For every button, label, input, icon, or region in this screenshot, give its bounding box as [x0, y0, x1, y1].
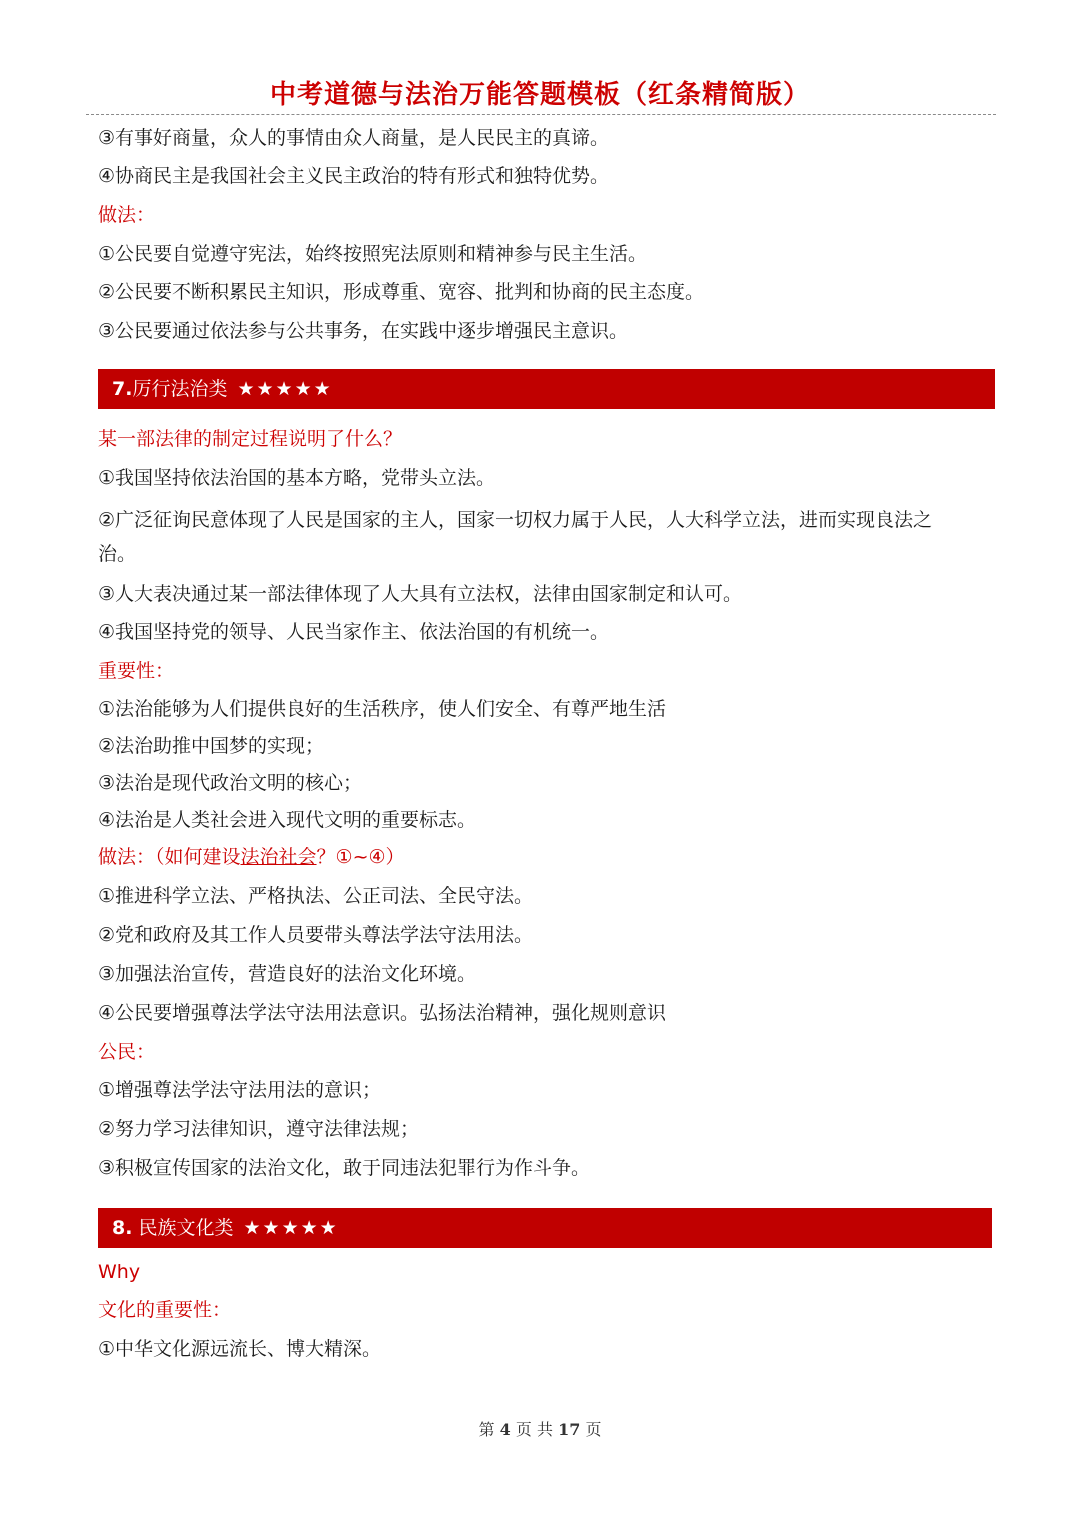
- section-number: 8.: [112, 1217, 133, 1239]
- section-subheading: [98, 842, 978, 872]
- list-item: ①我国坚持依法治国的基本方略，党带头立法。: [98, 467, 496, 489]
- section-bar-8: [98, 1208, 992, 1248]
- list-item: ③法治是现代政治文明的核心；: [98, 772, 363, 794]
- star-rating-icon: ★★★★★: [243, 1217, 339, 1239]
- list-item: ①法治能够为人们提供良好的生活秩序，使人们安全、有尊严地生活: [98, 698, 667, 720]
- method-heading-prefix: 做法：（如何建设: [98, 846, 241, 868]
- section-title: 厉行法治类: [132, 378, 228, 400]
- list-item: ②公民要不断积累民主知识，形成尊重、宽容、批判和协商的民主态度。: [98, 281, 705, 303]
- list-item: ①推进科学立法、严格执法、公正司法、全民守法。: [98, 885, 534, 907]
- header-divider: [86, 114, 996, 115]
- section-number: 7.: [112, 378, 133, 400]
- list-item: ②广泛征询民意体现了人民是国家的主人，国家一切权力属于人民，人大科学立法，进而实现良法之 治。: [98, 509, 933, 565]
- section-title: 民族文化类: [138, 1217, 234, 1239]
- page-title: 中考道德与法治万能答题模板（红条精简版）: [269, 80, 810, 110]
- list-item: ②法治助推中国梦的实现；: [98, 735, 325, 757]
- list-item: ②努力学习法律知识，遵守法律法规；: [98, 1118, 420, 1140]
- current-page-number: 4: [499, 1420, 511, 1439]
- list-item: ④我国坚持党的领导、人民当家作主、依法治国的有机统一。: [98, 621, 610, 643]
- section-subheading: 公民：: [98, 1041, 156, 1063]
- list-item: ③加强法治宣传，营造良好的法治文化环境。: [98, 963, 477, 985]
- section-subheading: 重要性：: [98, 660, 175, 682]
- footer-middle: 页 共: [515, 1420, 553, 1439]
- star-rating-icon: ★★★★★: [237, 378, 333, 400]
- section-subheading: Why: [98, 1261, 141, 1283]
- list-item: ③积极宣传国家的法治文化，敢于同违法犯罪行为作斗争。: [98, 1157, 591, 1179]
- list-item: ①公民要自觉遵守宪法，始终按照宪法原则和精神参与民主生活。: [98, 243, 648, 265]
- footer-suffix: 页: [585, 1420, 602, 1439]
- question-heading: 某一部法律的制定过程说明了什么？: [98, 428, 403, 450]
- footer-prefix: 第: [478, 1420, 495, 1439]
- list-item: ③人大表决通过某一部法律体现了人大具有立法权，法律由国家制定和认可。: [98, 583, 743, 605]
- section-subheading: 做法：: [98, 204, 156, 226]
- method-heading-underlined: 法治社会: [240, 846, 317, 868]
- method-heading-suffix: ？①~④）: [316, 846, 405, 868]
- section-bar-7: [98, 369, 995, 409]
- list-item: ③公民要通过依法参与公共事务，在实践中逐步增强民主意识。: [98, 320, 629, 342]
- page-footer: [0, 1418, 1080, 1442]
- total-page-number: 17: [558, 1420, 581, 1439]
- list-item: ④协商民主是我国社会主义民主政治的特有形式和独特优势。: [98, 165, 610, 187]
- section-subheading: 文化的重要性：: [98, 1299, 232, 1321]
- list-item: ①增强尊法学法守法用法的意识；: [98, 1079, 382, 1101]
- list-item: ②党和政府及其工作人员要带头尊法学法守法用法。: [98, 924, 534, 946]
- list-item: ④法治是人类社会进入现代文明的重要标志。: [98, 809, 477, 831]
- list-item: ①中华文化源远流长、博大精深。: [98, 1338, 382, 1360]
- list-item: ④公民要增强尊法学法守法用法意识。弘扬法治精神，强化规则意识: [98, 1002, 667, 1024]
- list-item: ③有事好商量，众人的事情由众人商量，是人民民主的真谛。: [98, 127, 610, 149]
